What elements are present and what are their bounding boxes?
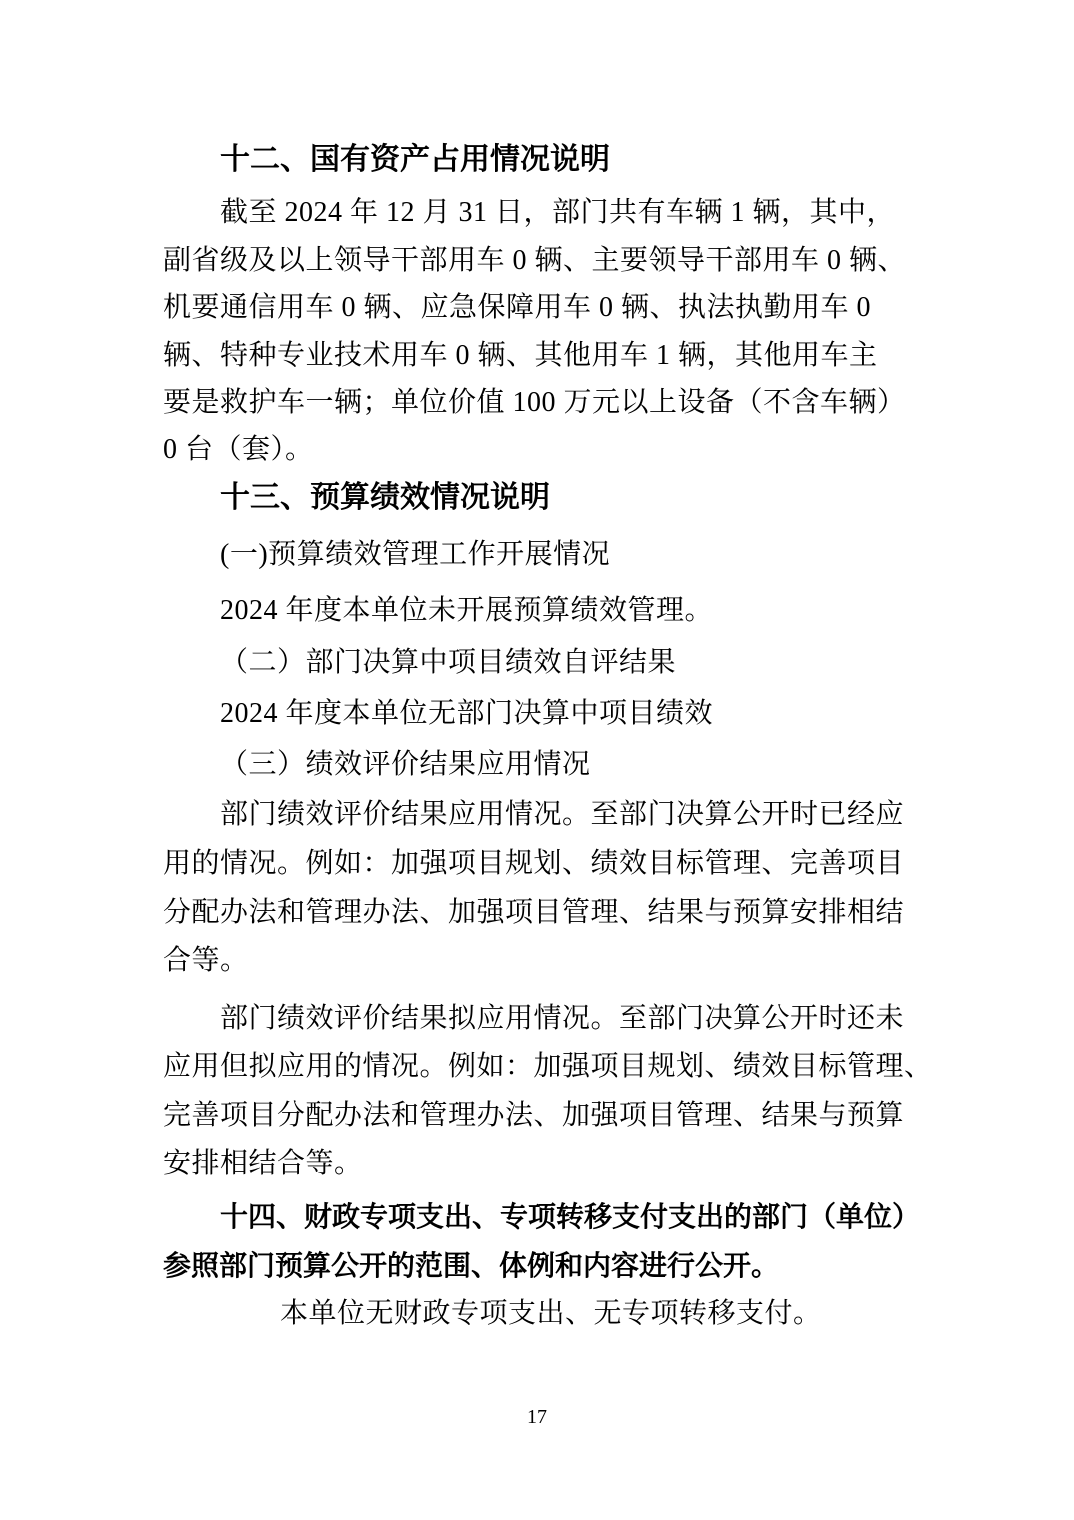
section-14-para: 本单位无财政专项支出、无专项转移支付。 <box>280 1298 822 1329</box>
section-13-sub3-heading: （三）绩效评价结果应用情况 <box>220 749 591 780</box>
section-12-para-line-3: 机要通信用车 0 辆、应急保障用车 0 辆、执法执勤用车 0 <box>163 292 872 323</box>
section-13-sub2-heading: （二）部门决算中项目绩效自评结果 <box>220 647 677 678</box>
section-13-sub3-para2-line-2: 应用但拟应用的情况。例如：加强项目规划、绩效目标管理、 <box>163 1051 933 1082</box>
section-12-para-line-5: 要是救护车一辆；单位价值 100 万元以上设备（不含车辆） <box>163 387 906 418</box>
section-14-heading-line-1: 十四、财政专项支出、专项转移支付支出的部门（单位） <box>220 1202 921 1233</box>
section-13-sub1-para: 2024 年度本单位未开展预算绩效管理。 <box>220 595 714 626</box>
section-12-para-line-6: 0 台（套）。 <box>163 434 314 465</box>
section-13-sub3-para1-line-4: 合等。 <box>163 945 249 976</box>
section-13-sub3-para1-line-2: 用的情况。例如：加强项目规划、绩效目标管理、完善项目 <box>163 848 905 879</box>
section-13-sub3-para1-line-1: 部门绩效评价结果应用情况。至部门决算公开时已经应 <box>220 799 905 830</box>
section-12-para-line-2: 副省级及以上领导干部用车 0 辆、主要领导干部用车 0 辆、 <box>163 245 907 276</box>
section-14-heading-line-2: 参照部门预算公开的范围、体例和内容进行公开。 <box>163 1251 780 1282</box>
document-content <box>163 0 933 1520</box>
section-12-para-line-4: 辆、特种专业技术用车 0 辆、其他用车 1 辆，其他用车主 <box>163 340 878 371</box>
section-13-sub3-para2-line-3: 完善项目分配办法和管理办法、加强项目管理、结果与预算 <box>163 1100 905 1131</box>
section-13-sub2-para: 2024 年度本单位无部门决算中项目绩效 <box>220 698 714 729</box>
section-13-sub3-para2-line-1: 部门绩效评价结果拟应用情况。至部门决算公开时还未 <box>220 1003 905 1034</box>
section-13-heading: 十三、预算绩效情况说明 <box>220 481 550 514</box>
section-12-heading: 十二、国有资产占用情况说明 <box>220 143 610 176</box>
section-13-sub3-para2-line-4: 安排相结合等。 <box>163 1148 363 1179</box>
section-12-para-line-1: 截至 2024 年 12 月 31 日，部门共有车辆 1 辆，其中， <box>220 197 896 228</box>
section-13-sub1-heading: (一)预算绩效管理工作开展情况 <box>220 539 611 570</box>
section-13-sub3-para1-line-3: 分配办法和管理办法、加强项目管理、结果与预算安排相结 <box>163 897 905 928</box>
page-number: 17 <box>527 1406 547 1428</box>
